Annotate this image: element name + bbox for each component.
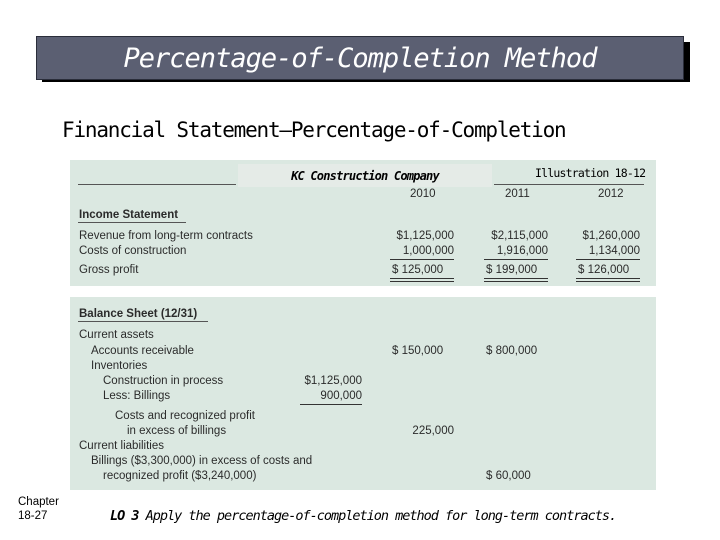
costs-2011: 1,916,000 [496,245,548,257]
gp-double-b-2010 [390,281,454,282]
billings-excess-label-2: recognized profit ($3,240,000) [103,470,257,482]
revenue-2012: $1,260,000 [582,230,640,242]
lo-text: Apply the percentage-of-completion method for long-term contracts. [145,508,617,524]
costs-underline-2012 [576,259,640,260]
gp-double-a-2011 [484,278,548,279]
gross-profit-2010: $ 125,000 [392,264,444,276]
header-rule-right [494,184,644,185]
learning-objective [110,508,616,524]
balance-heading-rule [78,321,208,322]
costs-underline-2010 [390,259,454,260]
revenue-label: Revenue from long-term contracts [79,230,253,242]
accounts-receivable-label: Accounts receivable [91,345,194,357]
company-name: KC Construction Company [238,164,492,187]
year-2012: 2012 [598,188,624,200]
costs-underline-2011 [484,259,548,260]
year-2011: 2011 [505,188,530,200]
title-banner [36,36,684,80]
income-statement-heading: Income Statement [79,209,179,221]
costs-2012: 1,134,000 [588,245,640,257]
billings-underline [300,404,362,405]
gross-profit-2012: $ 126,000 [578,264,630,276]
chapter-label: Chapter [18,496,59,508]
slide-title: Percentage-of-Completion Method [123,42,597,74]
current-liabilities-label: Current liabilities [79,440,165,452]
chapter-number: 18-27 [18,510,48,522]
balance-sheet-heading: Balance Sheet (12/31) [79,308,198,320]
costs-profit-label-1: Costs and recognized profit [115,410,255,422]
income-heading-rule [78,222,186,223]
revenue-2011: $2,115,000 [491,230,548,242]
ar-2011: $ 800,000 [486,345,538,357]
costs-2010: 1,000,000 [402,245,454,257]
costs-profit-label-2: in excess of billings [127,425,227,437]
slide-subtitle: Financial Statement—Percentage-of-Completion [62,118,566,142]
costs-profit-value: 225,000 [412,425,454,437]
gp-double-b-2011 [484,281,548,282]
billings-excess-label-1: Billings ($3,300,000) in excess of costs and [91,455,313,467]
costs-label: Costs of construction [79,245,187,257]
gp-double-a-2012 [576,278,640,279]
cip-value: $1,125,000 [304,375,362,387]
header-rule-left [78,184,236,185]
inventories-label: Inventories [91,360,148,372]
ar-2010: $ 150,000 [392,345,444,357]
year-2010: 2010 [410,188,436,200]
less-billings-label: Less: Billings [103,390,171,402]
revenue-2010: $1,125,000 [396,230,454,242]
gp-double-b-2012 [576,281,640,282]
construction-in-process-label: Construction in process [103,375,224,387]
gross-profit-2011: $ 199,000 [486,264,538,276]
current-assets-label: Current assets [79,329,154,341]
gp-double-a-2010 [390,278,454,279]
chapter-footer [18,495,59,523]
gross-profit-label: Gross profit [79,264,139,276]
billings-value: 900,000 [320,390,362,402]
illustration-label: Illustration 18-12 [535,166,646,180]
billings-excess-value: $ 60,000 [486,470,531,482]
lo-label: LO 3 [110,508,139,524]
